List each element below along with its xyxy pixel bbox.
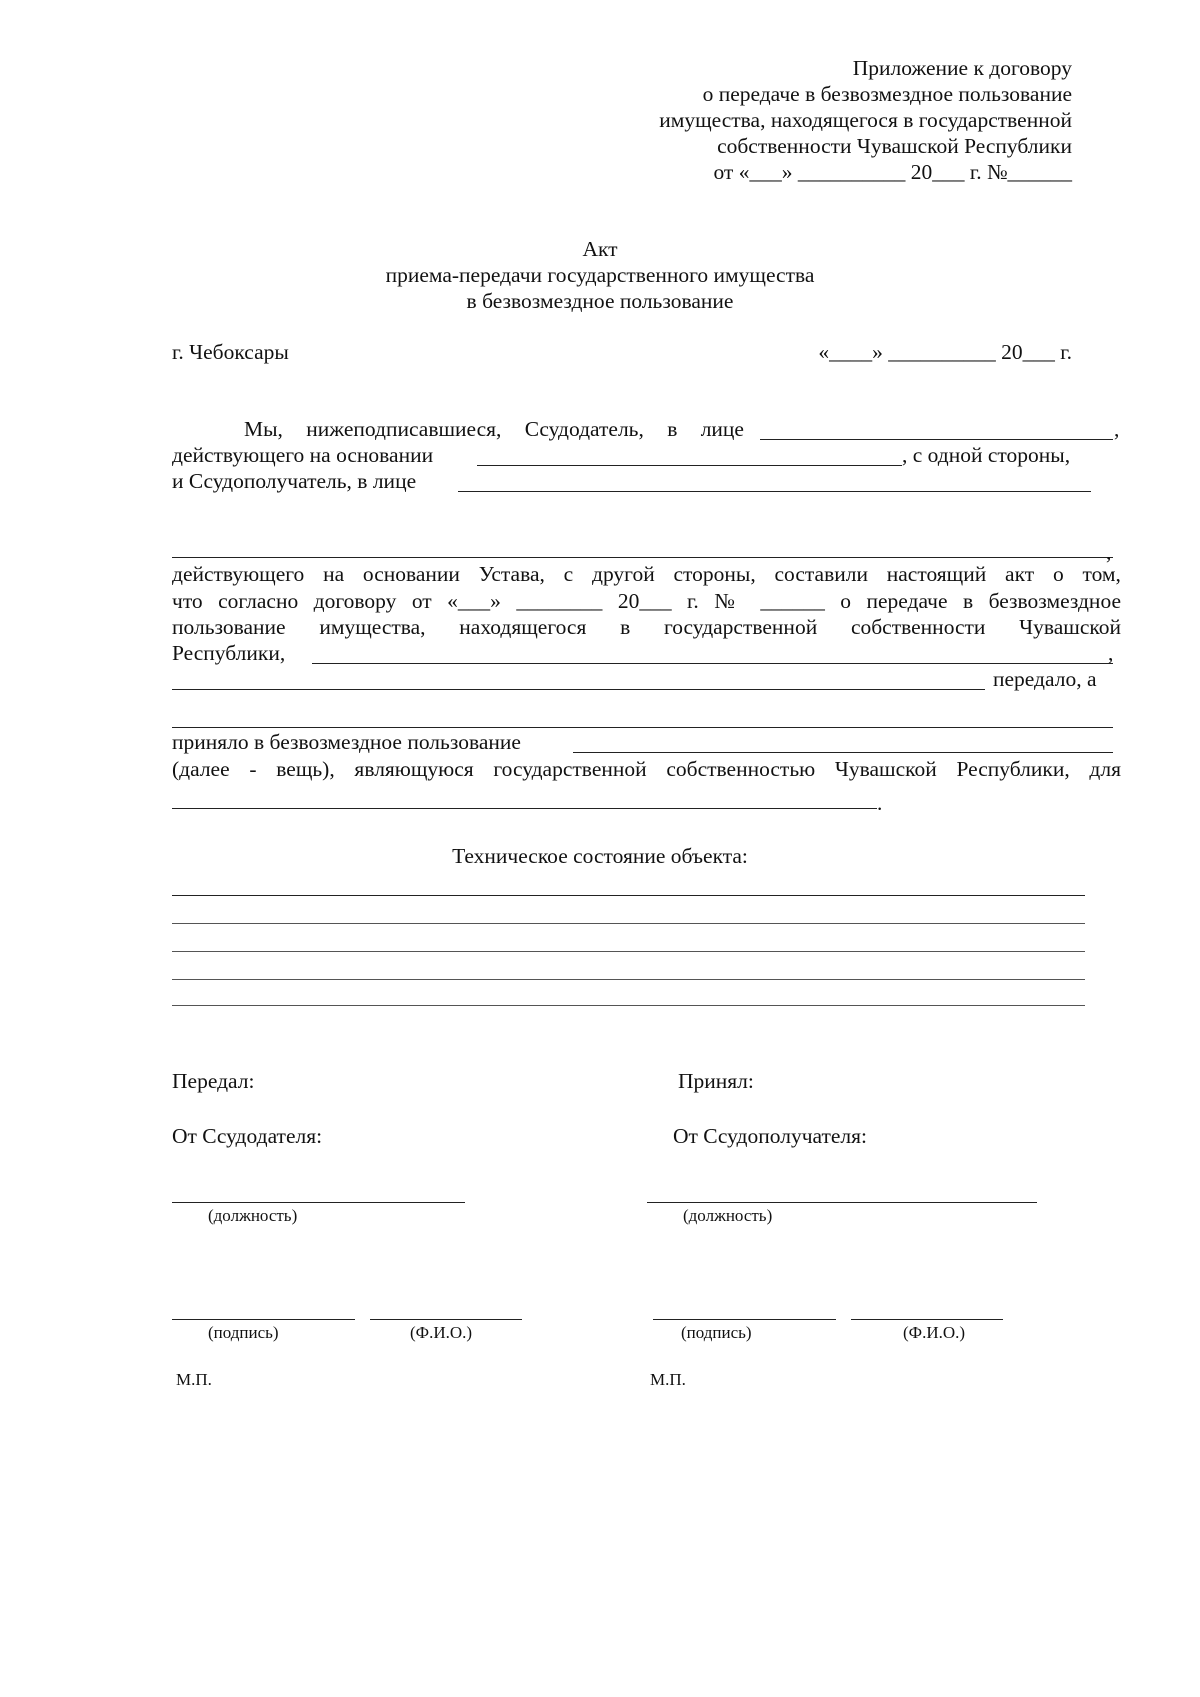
lender-signature-caption: (подпись)	[208, 1323, 279, 1342]
header-line-3: имущества, находящегося в государственной	[659, 108, 1072, 132]
word: о	[1052, 562, 1064, 586]
borrower-position-caption: (должность)	[683, 1206, 773, 1225]
word: том,	[1082, 562, 1121, 586]
comma: ,	[1108, 641, 1114, 665]
lender-name-caption: (Ф.И.О.)	[410, 1323, 473, 1342]
body-line-8: Республики,	[172, 641, 286, 665]
date-blank: «____» __________ 20___ г.	[818, 340, 1072, 364]
body-line-12: (далее - вещь), являющуюся государственной собственностью Чувашской Республики, для	[172, 757, 1121, 781]
word: Ссудодатель,	[524, 417, 644, 441]
title-line-1: Акт	[582, 237, 618, 261]
body-line-6: что согласно договору от «___» ________ 20___ г. № ______ о передаче в безвозмездное	[172, 589, 1121, 613]
lender-stamp-place: М.П.	[176, 1370, 212, 1389]
body-line-1	[244, 416, 744, 442]
period: .	[877, 791, 883, 815]
tech-condition-line-2	[172, 923, 1085, 924]
tech-condition-line-5	[172, 1005, 1085, 1006]
property-blank-2	[172, 689, 985, 690]
body-line-2a: действующего на основании	[172, 443, 434, 467]
word: Устава,	[478, 562, 545, 586]
word: Чувашской	[1019, 615, 1121, 639]
borrower-name-caption: (Ф.И.О.)	[903, 1323, 966, 1342]
body-line-3: и Ссудополучатель, в лице	[172, 469, 417, 493]
lender-position-line	[172, 1202, 465, 1203]
purpose-blank	[172, 808, 877, 809]
basis-blank-1	[477, 465, 902, 466]
body-line-9: передало, а	[993, 667, 1097, 691]
body-line-7	[172, 614, 1121, 640]
accepted-heading: Принял:	[678, 1069, 754, 1093]
representative-blank-2	[458, 491, 1091, 492]
word: на	[323, 562, 345, 586]
borrower-signature-caption: (подпись)	[681, 1323, 752, 1342]
borrower-name-line	[851, 1319, 1003, 1320]
word: имущества,	[319, 615, 426, 639]
header-line-5: от «___» __________ 20___ г. №______	[713, 160, 1072, 184]
comma: ,	[1106, 540, 1112, 564]
word: пользование	[172, 615, 286, 639]
word: другой	[592, 562, 655, 586]
title-line-2: приема-передачи государственного имущества	[385, 263, 815, 287]
transferred-heading: Передал:	[172, 1069, 255, 1093]
word: собственности	[850, 615, 986, 639]
property-blank-3	[172, 727, 1113, 728]
word: находящегося	[459, 615, 587, 639]
word: стороны,	[673, 562, 756, 586]
borrower-signature-line	[653, 1319, 836, 1320]
word: государственной	[663, 615, 818, 639]
header-line-1: Приложение к договору	[852, 56, 1072, 80]
word: основании	[362, 562, 460, 586]
place-city: г. Чебоксары	[172, 340, 289, 364]
body-line-2b: , с одной стороны,	[902, 443, 1071, 467]
word: действующего	[172, 562, 305, 586]
title-line-3: в безвозмездное пользование	[466, 289, 734, 313]
comma: ,	[1114, 417, 1120, 441]
word: составили	[774, 562, 868, 586]
word: настоящий	[886, 562, 987, 586]
tech-condition-title: Техническое состояние объекта:	[452, 844, 748, 868]
tech-condition-line-1	[172, 895, 1085, 896]
representative-blank-3	[172, 557, 1113, 558]
word: акт	[1005, 562, 1035, 586]
lender-name-line	[370, 1319, 522, 1320]
representative-blank-1	[760, 439, 1113, 440]
word: в	[620, 615, 631, 639]
property-blank-1	[312, 663, 1113, 664]
borrower-party-label: От Ссудополучателя:	[673, 1124, 868, 1148]
body-line-11: приняло в безвозмездное пользование	[172, 730, 521, 754]
tech-condition-line-4	[172, 979, 1085, 980]
word: нижеподписавшиеся,	[306, 417, 502, 441]
tech-condition-line-3	[172, 951, 1085, 952]
body-line-5	[172, 561, 1121, 587]
header-line-2: о передаче в безвозмездное пользование	[702, 82, 1072, 106]
word: с	[563, 562, 574, 586]
lender-signature-line	[172, 1319, 355, 1320]
recipient-blank	[573, 752, 1113, 753]
header-line-4: собственности Чувашской Республики	[717, 134, 1072, 158]
lender-party-label: От Ссудодателя:	[172, 1124, 323, 1148]
lender-position-caption: (должность)	[208, 1206, 298, 1225]
word: лице	[700, 417, 744, 441]
borrower-position-line	[647, 1202, 1037, 1203]
word: Мы,	[244, 417, 283, 441]
borrower-stamp-place: М.П.	[650, 1370, 686, 1389]
word: в	[667, 417, 678, 441]
